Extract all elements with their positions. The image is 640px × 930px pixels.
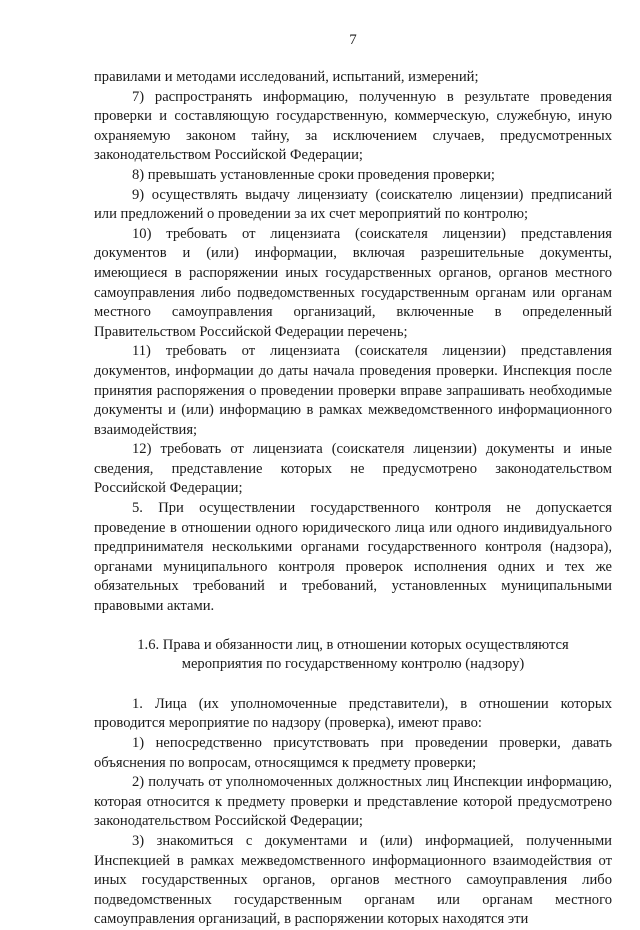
section-heading-line: мероприятия по государственному контролю (надзору): [181, 656, 525, 673]
paragraph: 1) непосредственно присутствовать при проведении проверки, давать объяснения по вопросам, относящимся к предмету проверки;: [94, 735, 612, 771]
paragraph: 2) получать от уполномоченных должностных лиц Инспекции информацию, которая относится к предмету проверки и представление которой предусмотрено законодательством Российской Федерации;: [94, 774, 612, 830]
paragraph: 5. При осуществлении государственного контроля не допускается проведение в отношении одного юридического лица или одного индивидуального предпринимателя несколькими органами государственного контроля (надзора), органами муниципального контроля проверок исполнения одних и тех же обязательных требований и требований, установленных муниципальными правовыми актами.: [94, 500, 612, 615]
paragraph: 1. Лица (их уполномоченные представители), в отношении которых проводится мероприятие по надзору (проверка), имеют право:: [94, 695, 612, 732]
paragraphs-bottom: [94, 695, 612, 930]
paragraph: 8) превышать установленные сроки проведения проверки;: [132, 166, 495, 183]
page-number: 7: [349, 32, 357, 48]
paragraph: 7) распространять информацию, полученную в результате проведения проверки и составляющую государственную, коммерческую, служебную, иную охраняемую законом тайну, за исключением случаев, предусмотренных законодательством Российской Федерации;: [94, 88, 612, 164]
document-page: [94, 30, 612, 930]
paragraphs-top: [94, 68, 612, 617]
paragraph: 10) требовать от лицензиата (соискателя лицензии) представления документов и (или) информации, включая разрешительные документы, имеющиеся в распоряжении иных государственных органов, органов местного самоуправления либо подведомственных государственным органам или органам местного самоуправления организаций, включенные в определенный Правительством Российской Федерации перечень;: [94, 225, 612, 340]
section-heading-line: 1.6. Права и обязанности лиц, в отношении которых осуществляются: [137, 636, 569, 653]
paragraph: 11) требовать от лицензиата (соискателя лицензии) представления документов, информации до даты начала проведения проверки. Инспекция после принятия распоряжения о проведении проверки вправе запрашивать необходимые документы и (или) информацию в рамках межведомственного информационного взаимодействия;: [94, 343, 612, 438]
section-heading: [94, 636, 612, 675]
paragraph: 3) знакомиться с документами и (или) информацией, полученными Инспекцией в рамках межведомственного информационного взаимодействия от иных государственных органов, органов местного самоуправления либо подведомственных государственным органам или органам местного самоуправления организаций, в распоряжении которых находятся эти: [94, 832, 612, 928]
paragraph: правилами и методами исследований, испытаний, измерений;: [94, 69, 479, 85]
paragraph: 12) требовать от лицензиата (соискателя лицензии) документы и иные сведения, представление которых не предусмотрено законодательством Российской Федерации;: [94, 441, 612, 497]
paragraph: 9) осуществлять выдачу лицензиату (соискателю лицензии) предписаний или предложений о проведении за их счет мероприятий по контролю;: [94, 186, 612, 223]
